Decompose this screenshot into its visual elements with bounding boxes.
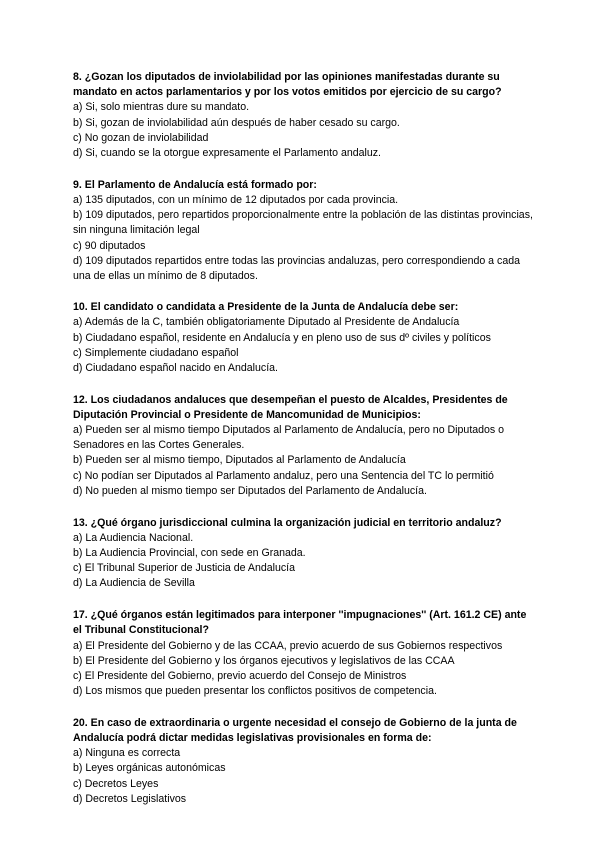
question-13 <box>73 516 533 592</box>
answer-option-c: c) No gozan de inviolabilidad <box>73 131 209 144</box>
question-9 <box>73 178 533 284</box>
answer-option-c: c) Decretos Leyes <box>73 777 159 790</box>
answer-options <box>73 423 533 499</box>
answer-option-a: a) Si, solo mientras dure su mandato. <box>73 101 250 114</box>
answer-option-d: d) Decretos Legislativos <box>73 792 187 805</box>
question-title: 13. ¿Qué órgano jurisdiccional culmina la organización judicial en territorio andaluz? <box>73 516 502 529</box>
answer-option-a: a) Ninguna es correcta <box>73 747 181 760</box>
question-title: 8. ¿Gozan los diputados de inviolabilidad por las opiniones manifestadas durante su mandato en actos parlamentarios y por los votos emitidos por ejercicio de su cargo? <box>73 71 502 99</box>
answer-option-b: b) 109 diputados, pero repartidos proporcionalmente entre la población de las distintas provincias, sin ninguna limitación legal <box>73 209 533 237</box>
answer-options <box>73 100 533 161</box>
answer-option-a: a) 135 diputados, con un mínimo de 12 diputados por cada provincia. <box>73 193 399 206</box>
answer-option-b: b) Leyes orgánicas autonómicas <box>73 762 226 775</box>
question-17 <box>73 608 533 699</box>
answer-option-b: b) Si, gozan de inviolabilidad aún después de haber cesado su cargo. <box>73 116 400 129</box>
exam-page <box>73 70 533 824</box>
answer-option-c: c) Simplemente ciudadano español <box>73 346 239 359</box>
answer-options <box>73 746 533 807</box>
answer-option-b: b) Pueden ser al mismo tiempo, Diputados al Parlamento de Andalucía <box>73 454 406 467</box>
answer-option-b: b) Ciudadano español, residente en Andalucía y en pleno uso de sus dº civiles y políticos <box>73 331 491 344</box>
answer-option-c: c) El Tribunal Superior de Justicia de Andalucía <box>73 562 296 575</box>
answer-options <box>73 639 533 700</box>
question-8 <box>73 70 533 161</box>
answer-option-d: d) Si, cuando se la otorgue expresamente el Parlamento andaluz. <box>73 147 381 160</box>
answer-option-a: a) La Audiencia Nacional. <box>73 531 194 544</box>
answer-option-c: c) No podían ser Diputados al Parlamento andaluz, pero una Sentencia del TC lo permitió <box>73 469 494 482</box>
answer-options <box>73 315 533 376</box>
question-12 <box>73 393 533 499</box>
answer-option-d: d) Los mismos que pueden presentar los conflictos positivos de competencia. <box>73 685 437 698</box>
answer-options <box>73 193 533 284</box>
answer-option-d: d) 109 diputados repartidos entre todas las provincias andaluzas, pero correspondiendo a cada una de ellas un mínimo de 8 diputados. <box>73 254 520 282</box>
answer-option-b: b) El Presidente del Gobierno y los órganos ejecutivos y legislativos de las CCAA <box>73 654 455 667</box>
question-title: 12. Los ciudadanos andaluces que desempeñan el puesto de Alcaldes, Presidentes de Diputación Provincial o Presidente de Mancomunidad de Municipios: <box>73 393 508 421</box>
question-title: 9. El Parlamento de Andalucía está formado por: <box>73 178 317 191</box>
question-10 <box>73 300 533 376</box>
answer-option-a: a) Además de la C, también obligatoriamente Diputado al Presidente de Andalucía <box>73 316 460 329</box>
answer-option-c: c) El Presidente del Gobierno, previo acuerdo del Consejo de Ministros <box>73 669 407 682</box>
answer-option-a: a) El Presidente del Gobierno y de las CCAA, previo acuerdo de sus Gobiernos respectivos <box>73 639 503 652</box>
answer-option-a: a) Pueden ser al mismo tiempo Diputados al Parlamento de Andalucía, pero no Diputados o Senadores en las Cortes Generales. <box>73 424 505 452</box>
answer-option-d: d) No pueden al mismo tiempo ser Diputados del Parlamento de Andalucía. <box>73 484 427 497</box>
answer-option-d: d) Ciudadano español nacido en Andalucía. <box>73 361 278 374</box>
answer-option-d: d) La Audiencia de Sevilla <box>73 577 195 590</box>
question-title: 10. El candidato o candidata a Presidente de la Junta de Andalucía debe ser: <box>73 301 459 314</box>
answer-options <box>73 531 533 592</box>
answer-option-b: b) La Audiencia Provincial, con sede en Granada. <box>73 546 306 559</box>
answer-option-c: c) 90 diputados <box>73 239 146 252</box>
question-20 <box>73 716 533 807</box>
question-title: 20. En caso de extraordinaria o urgente necesidad el consejo de Gobierno de la junta de Andalucía podrá dictar medidas legislativas provisionales en forma de: <box>73 716 517 745</box>
question-title: 17. ¿Qué órganos están legitimados para interponer ''impugnaciones'' (Art. 161.2 CE) ante el Tribunal Constitucional? <box>73 609 527 637</box>
